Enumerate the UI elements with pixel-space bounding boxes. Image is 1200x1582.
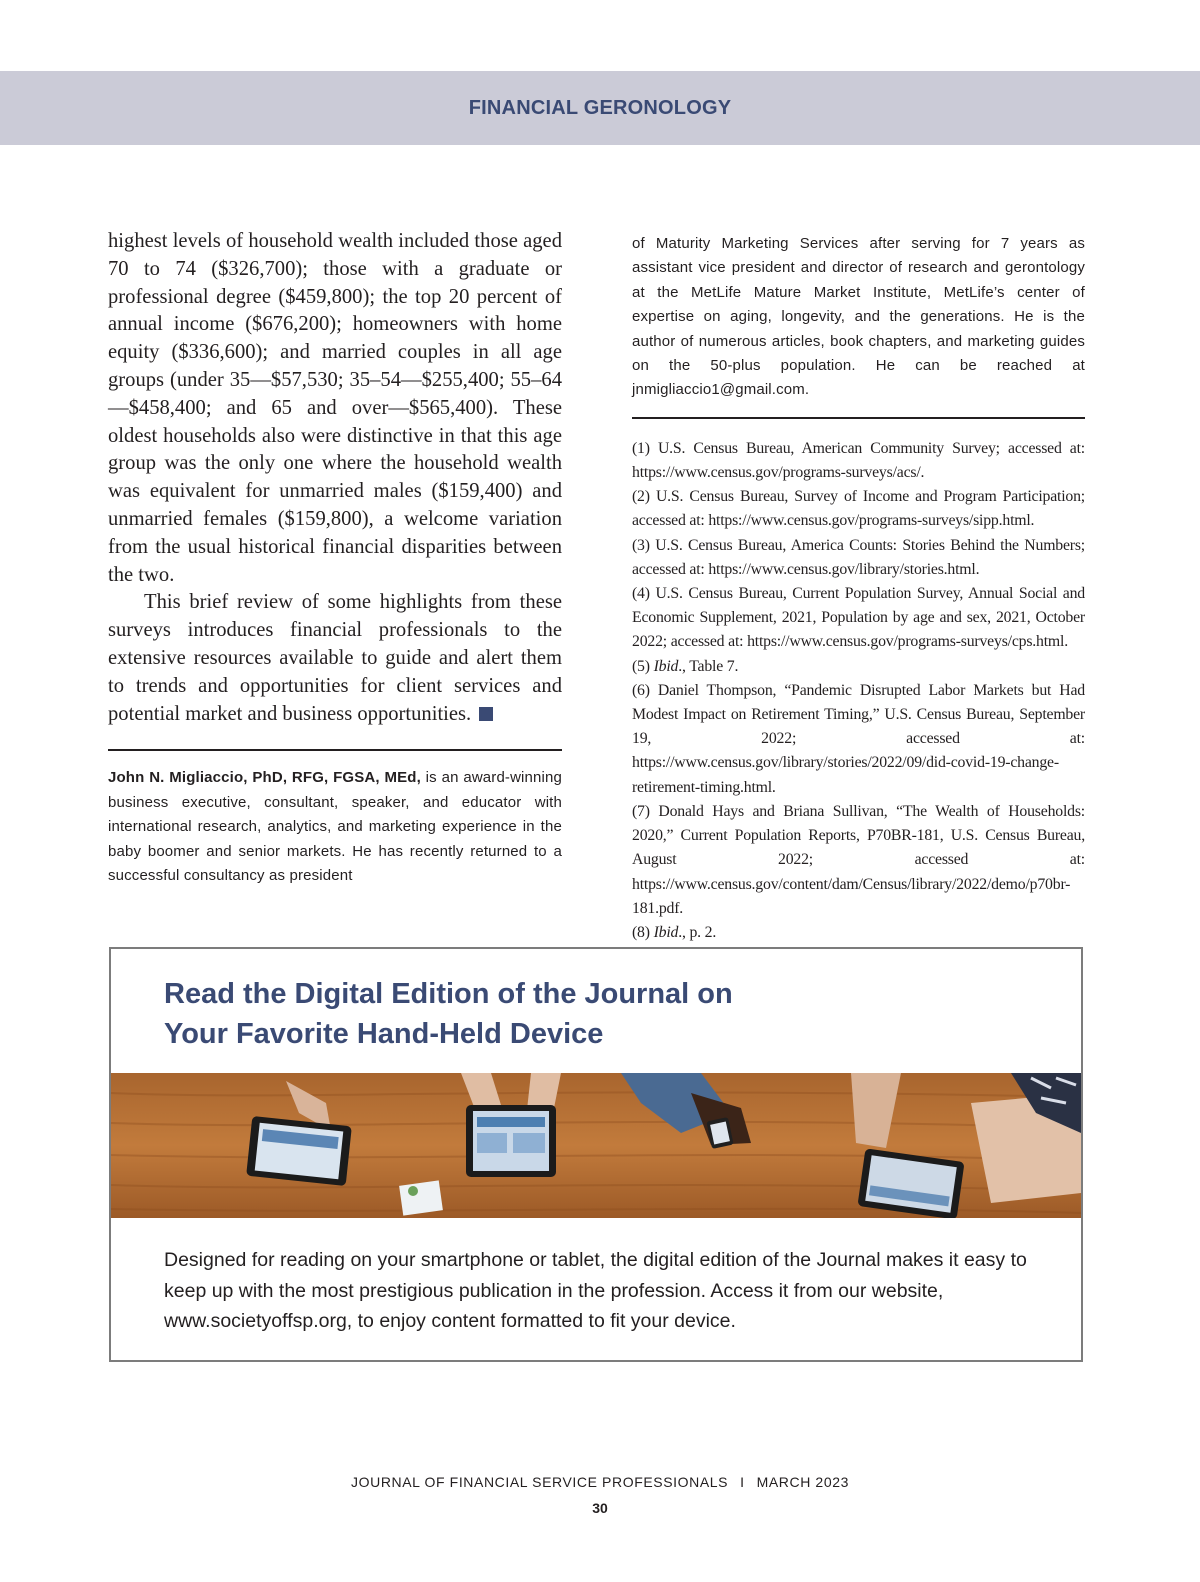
body-paragraph-1: highest levels of household wealth included those aged 70 to 74 ($326,700); those with a graduate or professional degree ($459,800); the top 20 percent of annual income ($676,200); homeowners with home equity ($336,600); and married couples in all age groups (under 35—$57,530; 35–54—$255,400; 55–64—$458,400; and 65 and over—$565,400). These oldest households also were distinctive in that this age group was the only one where the household wealth was equivalent for unmarried males ($159,400) and unmarried females ($159,800), a welcome variation from the usual historical financial disparities between the two. [108,230,562,586]
endnotes-list [632,437,1085,945]
footer-separator: I [740,1474,745,1490]
body-paragraph-2-text: This brief review of some highlights from these surveys introduces financial professionals to the extensive resources available to guide and alert them to trends and opportunities for client services and potential market and business opportunities. [108,591,562,725]
endnote-item [632,655,1085,679]
endnote-item: (7) Donald Hays and Briana Sullivan, “The Wealth of Households: 2020,” Current Population Reports, P70BR-181, U.S. Census Bureau, August 2022; accessed at: https://www.census.gov/content/dam/Census/library/2022/demo/p70br-181.pdf. [632,802,1085,917]
issue-date: MARCH 2023 [756,1474,849,1490]
paper-on-table [399,1180,443,1215]
left-column [108,228,562,888]
right-column [632,232,1085,945]
author-bio-continued: of Maturity Marketing Services after serving for 7 years as assistant vice president and director of research and gerontology at the MetLife Mature Market Institute, MetLife’s center of expertise on aging, longevity, and the generations. He is the author of numerous articles, book chapters, and marketing guides on the 50-plus population. He can be reached at jnmigliaccio1@gmail.com. [632,235,1085,399]
promo-headline [164,974,924,1054]
endnote-item: (1) U.S. Census Bureau, American Community Survey; accessed at: https://www.census.gov/programs-surveys/acs/. [632,439,1085,482]
endnote-number: (5) [632,657,654,675]
author-bio-text-left: is an award-winning business executive, consultant, speaker, and educator with international research, analytics, and marketing experience in the baby boomer and senior markets. He has recently returned to a successful consultancy as president [108,769,562,884]
page-number: 30 [592,1500,608,1516]
promo-headline-line-2: Your Favorite Hand-Held Device [164,1018,604,1050]
end-of-article-mark [479,707,493,721]
section-title: FINANCIAL GERONOLOGY [468,97,732,119]
endnote-text: ., p. 2. [678,923,717,941]
bio-divider [108,749,562,751]
endnote-item: (4) U.S. Census Bureau, Current Population Survey, Annual Social and Economic Supplement, 2021, Population by age and sex, 2021, October 2022; accessed at: https://www.census.gov/programs-surveys/cps.html. [632,585,1085,651]
journal-name: JOURNAL OF FINANCIAL SERVICE PROFESSIONALS [351,1474,729,1490]
notes-divider [632,417,1085,419]
author-bio-start [108,766,562,888]
promo-photo-devices-on-table [111,1073,1081,1218]
endnote-item [632,921,1085,945]
endnote-item: (3) U.S. Census Bureau, America Counts: Stories Behind the Numbers; accessed at: https://www.census.gov/library/stories.html. [632,536,1085,578]
promo-headline-line-1: Read the Digital Edition of the Journal on [164,978,733,1010]
endnote-ibid: Ibid [653,657,679,675]
endnote-item: (2) U.S. Census Bureau, Survey of Income and Program Participation; accessed at: https://www.census.gov/programs-surveys/sipp.html. [632,488,1085,530]
page-footer [0,1474,1200,1490]
body-paragraph-2 [108,589,562,728]
promo-description: Designed for reading on your smartphone or tablet, the digital edition of the Journal makes it easy to keep up with the most prestigious publication in the profession. Access it from our website, www.societyoffsp.org, to enjoy content formatted to fit your device. [164,1249,1027,1332]
author-name: John N. Migliaccio, PhD, RFG, FGSA, MEd, [108,769,421,787]
digital-edition-promo [109,947,1083,1362]
endnote-item: (6) Daniel Thompson, “Pandemic Disrupted Labor Markets but Had Modest Impact on Retirement Timing,” U.S. Census Bureau, September 19, 2022; accessed at: https://www.census.gov/library/stories/2022/09/did-covid-19-change-retirement-timing.html. [632,681,1085,796]
endnote-number: (8) [632,923,654,941]
endnote-text: ., Table 7. [678,657,739,675]
endnote-ibid: Ibid [653,923,679,941]
